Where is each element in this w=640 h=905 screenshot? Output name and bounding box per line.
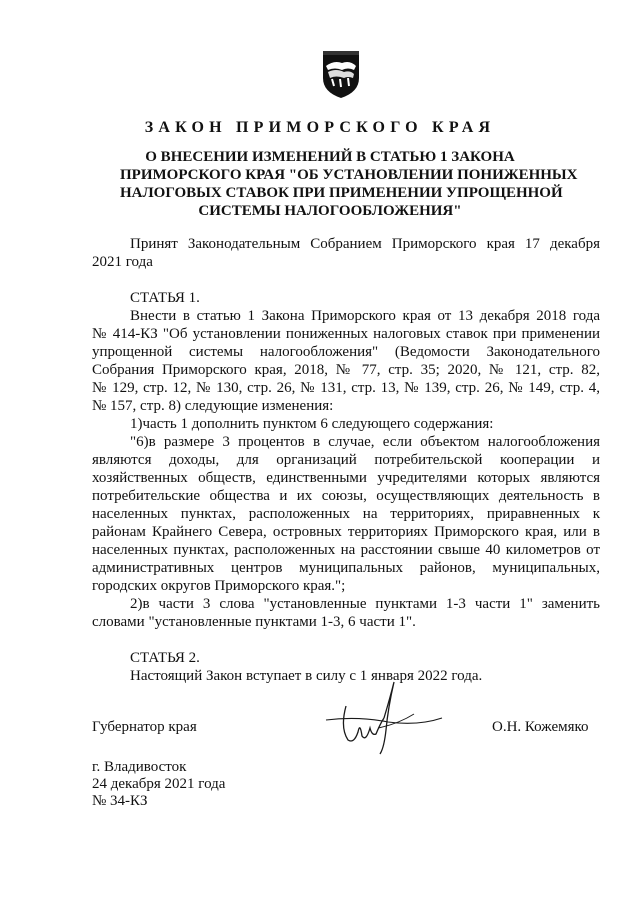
handwritten-signature [318,678,448,758]
article-1-line: являются доходы, для организаций потребительской кооперации и [92,452,600,468]
footer-number: № 34-КЗ [92,793,148,809]
article-1-line: районам Крайнего Севера, островных территориях Приморского края, или в [92,524,600,540]
article-1-line: Внести в статью 1 Закона Приморского края от 13 декабря 2018 года [130,308,600,324]
coat-of-arms-emblem [320,48,362,100]
signer-name: О.Н. Кожемяко [492,719,589,735]
article-1-line: потребительские общества и их союзы, осуществляющих деятельность в [92,488,600,504]
article-1-line: Собрания Приморского края, 2018, № 77, стр. 35; 2020, № 121, стр. 82, [92,362,600,378]
article-2-title: СТАТЬЯ 2. [130,650,200,666]
article-1-line: № 157, стр. 8) следующие изменения: [92,398,334,414]
article-1-line: городских округов Приморского края."; [92,578,346,594]
article-1-line: "6)в размере 3 процентов в случае, если объектом налогообложения [130,434,600,450]
article-1-line: населенных пунктах, расположенных на расстоянии свыше 40 километров от [92,542,600,558]
article-1-line: населенных пунктах, расположенных на территориях, приравненных к [92,506,600,522]
article-2-text: Настоящий Закон вступает в силу с 1 января 2022 года. [130,668,483,684]
footer-city: г. Владивосток [92,759,187,775]
heading-line: ПРИМОРСКОГО КРАЯ "ОБ УСТАНОВЛЕНИИ ПОНИЖЕННЫХ [120,167,578,183]
heading-line: НАЛОГОВЫХ СТАВОК ПРИ ПРИМЕНЕНИИ УПРОЩЕННОЙ [120,185,563,201]
article-1-line: 2)в части 3 слова "установленные пунктами 1-3 части 1" заменить [130,596,600,612]
signer-title: Губернатор края [92,719,197,735]
article-1-line: хозяйственных обществ, единственными учредителями которых являются [92,470,600,486]
adopted-line: Принят Законодательным Собранием Приморского края 17 декабря [130,236,600,252]
law-heading [120,148,578,220]
article-1-line: административных центров муниципальных районов, муниципальных, [92,560,600,576]
heading-line: СИСТЕМЫ НАЛОГООБЛОЖЕНИЯ" [198,203,462,219]
heading-line: О ВНЕСЕНИИ ИЗМЕНЕНИЙ В СТАТЬЮ 1 ЗАКОНА [145,149,515,165]
article-1-line: 1)часть 1 дополнить пунктом 6 следующего содержания: [130,416,494,432]
law-title: ЗАКОН ПРИМОРСКОГО КРАЯ [144,119,496,136]
article-1-line: № 129, стр. 12, № 130, стр. 26, № 131, стр. 13, № 139, стр. 26, № 149, стр. 4, [92,380,600,396]
article-1-line: упрощенной системы налогообложения" (Ведомости Законодательного [92,344,600,360]
footer-date: 24 декабря 2021 года [92,776,226,792]
article-1-line: словами "установленные пунктами 1-3, 6 части 1". [92,614,416,630]
article-1-title: СТАТЬЯ 1. [130,290,200,306]
adopted-line: 2021 года [92,254,153,270]
article-1-line: № 414-КЗ "Об установлении пониженных налоговых ставок при применении [92,326,600,342]
